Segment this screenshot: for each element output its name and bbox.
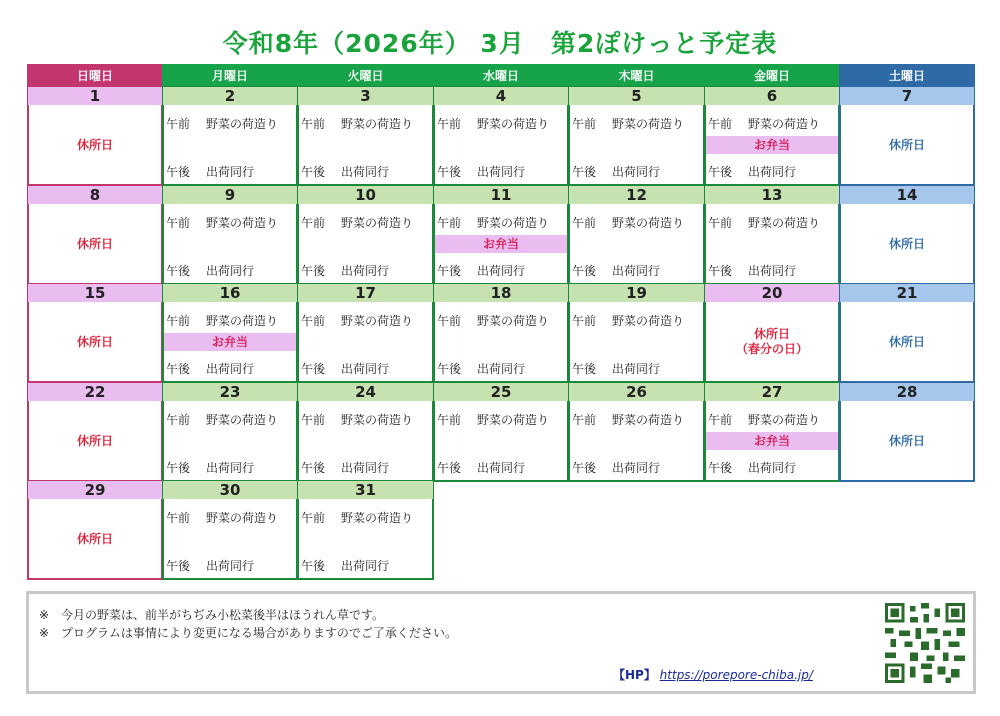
day-cell (162, 185, 298, 285)
closed-text: 休所日 (753, 327, 790, 341)
closed-text: 休所日 (76, 138, 113, 152)
day-number: 16 (163, 284, 297, 302)
morning-schedule (166, 312, 278, 329)
afternoon-schedule (301, 459, 389, 476)
morning-schedule (708, 411, 820, 428)
day-number: 28 (840, 383, 974, 401)
morning-schedule-time: 午前 (301, 511, 326, 525)
afternoon-schedule-time: 午後 (572, 461, 597, 475)
afternoon-schedule (166, 459, 254, 476)
day-cell (433, 382, 569, 482)
day-number: 19 (569, 284, 704, 302)
morning-schedule-task: 野菜の荷造り (612, 117, 685, 131)
afternoon-schedule-task: 出荷同行 (477, 165, 526, 179)
bento-badge: お弁当 (706, 136, 838, 154)
morning-schedule-time: 午前 (166, 314, 191, 328)
afternoon-schedule (437, 163, 525, 180)
afternoon-schedule-time: 午後 (166, 362, 191, 376)
afternoon-schedule-task: 出荷同行 (206, 264, 255, 278)
afternoon-schedule-time: 午後 (166, 559, 191, 573)
bento-badge: お弁当 (435, 235, 567, 253)
closed-label (29, 432, 161, 449)
day-number: 1 (28, 87, 162, 105)
afternoon-schedule (572, 459, 660, 476)
closed-text: 休所日 (888, 434, 925, 448)
day-number: 11 (434, 186, 568, 204)
closed-label (841, 136, 973, 153)
day-number: 29 (28, 481, 162, 499)
afternoon-schedule-time: 午後 (572, 264, 597, 278)
afternoon-schedule (437, 360, 525, 377)
day-number: 6 (705, 87, 839, 105)
morning-schedule (437, 411, 549, 428)
morning-schedule-task: 野菜の荷造り (477, 117, 550, 131)
morning-schedule-time: 午前 (572, 117, 597, 131)
morning-schedule (437, 115, 549, 132)
day-cell (162, 382, 298, 482)
morning-schedule-time: 午前 (166, 117, 191, 131)
day-cell (433, 283, 569, 383)
afternoon-schedule-task: 出荷同行 (612, 362, 661, 376)
afternoon-schedule (572, 262, 660, 279)
afternoon-schedule-time: 午後 (301, 559, 326, 573)
morning-schedule (572, 312, 684, 329)
afternoon-schedule (708, 163, 796, 180)
morning-schedule-task: 野菜の荷造り (612, 314, 685, 328)
day-number: 14 (840, 186, 974, 204)
day-number: 23 (163, 383, 297, 401)
closed-label (29, 333, 161, 350)
day-cell (704, 382, 840, 482)
morning-schedule-task: 野菜の荷造り (748, 117, 821, 131)
morning-schedule-task: 野菜の荷造り (341, 413, 414, 427)
afternoon-schedule (301, 557, 389, 574)
afternoon-schedule (166, 360, 254, 377)
morning-schedule (572, 411, 684, 428)
afternoon-schedule (437, 262, 525, 279)
morning-schedule-time: 午前 (166, 216, 191, 230)
afternoon-schedule-task: 出荷同行 (341, 559, 390, 573)
day-cell (297, 382, 434, 482)
morning-schedule-time: 午前 (166, 413, 191, 427)
morning-schedule-task: 野菜の荷造り (612, 216, 685, 230)
afternoon-schedule-time: 午後 (708, 165, 733, 179)
afternoon-schedule-task: 出荷同行 (612, 165, 661, 179)
closed-text: 休所日 (76, 434, 113, 448)
afternoon-schedule-time: 午後 (437, 165, 462, 179)
day-cell (27, 283, 163, 383)
day-number: 3 (298, 87, 433, 105)
afternoon-schedule-task: 出荷同行 (341, 165, 390, 179)
homepage (613, 666, 813, 683)
afternoon-schedule-time: 午後 (437, 264, 462, 278)
morning-schedule-time: 午前 (708, 117, 733, 131)
day-number: 8 (28, 186, 162, 204)
day-number: 17 (298, 284, 433, 302)
afternoon-schedule-task: 出荷同行 (341, 362, 390, 376)
afternoon-schedule (301, 262, 389, 279)
weekday-header: 日曜日 (27, 64, 163, 86)
afternoon-schedule-task: 出荷同行 (206, 362, 255, 376)
morning-schedule (166, 214, 278, 231)
day-number: 13 (705, 186, 839, 204)
morning-schedule (572, 115, 684, 132)
morning-schedule-task: 野菜の荷造り (477, 216, 550, 230)
day-number: 27 (705, 383, 839, 401)
afternoon-schedule (708, 262, 796, 279)
day-number: 9 (163, 186, 297, 204)
day-number: 20 (705, 284, 839, 302)
afternoon-schedule-task: 出荷同行 (206, 559, 255, 573)
afternoon-schedule-time: 午後 (166, 165, 191, 179)
morning-schedule-task: 野菜の荷造り (206, 314, 279, 328)
afternoon-schedule (708, 459, 796, 476)
morning-schedule-task: 野菜の荷造り (612, 413, 685, 427)
day-number: 10 (298, 186, 433, 204)
afternoon-schedule (166, 163, 254, 180)
afternoon-schedule-task: 出荷同行 (477, 264, 526, 278)
afternoon-schedule-task: 出荷同行 (612, 264, 661, 278)
weekday-header: 土曜日 (839, 64, 975, 86)
morning-schedule (708, 115, 820, 132)
closed-text: 休所日 (76, 532, 113, 546)
afternoon-schedule-time: 午後 (166, 461, 191, 475)
afternoon-schedule-time: 午後 (572, 165, 597, 179)
closed-text: 休所日 (888, 138, 925, 152)
day-number: 4 (434, 87, 568, 105)
homepage-link[interactable]: https://porepore-chiba.jp/ (659, 668, 813, 682)
closed-label (29, 530, 161, 547)
morning-schedule-time: 午前 (301, 314, 326, 328)
day-cell (162, 283, 298, 383)
morning-schedule-time: 午前 (437, 314, 462, 328)
morning-schedule-task: 野菜の荷造り (341, 314, 414, 328)
closed-label (29, 235, 161, 252)
day-cell (433, 86, 569, 186)
closed-label (841, 432, 973, 449)
note-vegetables: ※ 今月の野菜は、前半がちぢみ小松菜後半はほうれん草です。 (39, 608, 385, 622)
morning-schedule-task: 野菜の荷造り (748, 413, 821, 427)
afternoon-schedule-task: 出荷同行 (341, 264, 390, 278)
morning-schedule-time: 午前 (166, 511, 191, 525)
afternoon-schedule-time: 午後 (437, 362, 462, 376)
day-cell (568, 283, 705, 383)
morning-schedule-time: 午前 (437, 216, 462, 230)
day-cell (297, 185, 434, 285)
bento-badge: お弁当 (706, 432, 838, 450)
morning-schedule (166, 411, 278, 428)
closed-text: 休所日 (888, 237, 925, 251)
day-number: 25 (434, 383, 568, 401)
day-number: 18 (434, 284, 568, 302)
afternoon-schedule-task: 出荷同行 (748, 461, 797, 475)
afternoon-schedule-time: 午後 (301, 362, 326, 376)
morning-schedule-task: 野菜の荷造り (206, 511, 279, 525)
morning-schedule-task: 野菜の荷造り (206, 413, 279, 427)
day-cell (839, 382, 975, 482)
morning-schedule (166, 115, 278, 132)
day-number: 21 (840, 284, 974, 302)
day-cell (839, 86, 975, 186)
day-cell (162, 480, 298, 580)
afternoon-schedule-time: 午後 (572, 362, 597, 376)
closed-text: 休所日 (888, 335, 925, 349)
day-number: 15 (28, 284, 162, 302)
qr-code-icon[interactable] (880, 603, 970, 683)
day-cell (704, 283, 840, 383)
morning-schedule-task: 野菜の荷造り (206, 216, 279, 230)
morning-schedule (301, 115, 413, 132)
day-cell (27, 86, 163, 186)
morning-schedule-time: 午前 (437, 117, 462, 131)
closed-text: 休所日 (76, 237, 113, 251)
day-cell (839, 283, 975, 383)
afternoon-schedule-time: 午後 (301, 165, 326, 179)
afternoon-schedule (166, 557, 254, 574)
morning-schedule (166, 509, 278, 526)
day-cell (27, 185, 163, 285)
day-number: 30 (163, 481, 297, 499)
morning-schedule-time: 午前 (301, 117, 326, 131)
morning-schedule-time: 午前 (572, 413, 597, 427)
weekday-header: 火曜日 (297, 64, 434, 86)
morning-schedule-task: 野菜の荷造り (477, 413, 550, 427)
afternoon-schedule-time: 午後 (166, 264, 191, 278)
morning-schedule (437, 312, 549, 329)
afternoon-schedule (572, 360, 660, 377)
morning-schedule-task: 野菜の荷造り (341, 511, 414, 525)
weekday-header: 金曜日 (704, 64, 840, 86)
afternoon-schedule-time: 午後 (301, 461, 326, 475)
morning-schedule (572, 214, 684, 231)
morning-schedule-time: 午前 (572, 314, 597, 328)
afternoon-schedule (301, 360, 389, 377)
day-number: 5 (569, 87, 704, 105)
weekday-header: 月曜日 (162, 64, 298, 86)
day-cell (162, 86, 298, 186)
holiday-name: （春分の日） (735, 342, 808, 356)
morning-schedule (301, 411, 413, 428)
afternoon-schedule-task: 出荷同行 (748, 165, 797, 179)
day-number: 12 (569, 186, 704, 204)
afternoon-schedule (166, 262, 254, 279)
afternoon-schedule-time: 午後 (708, 264, 733, 278)
morning-schedule-task: 野菜の荷造り (341, 117, 414, 131)
note-program-change: ※ プログラムは事情により変更になる場合がありますのでご了承ください。 (39, 626, 457, 640)
day-cell (27, 480, 163, 580)
day-number: 31 (298, 481, 433, 499)
morning-schedule-time: 午前 (708, 413, 733, 427)
morning-schedule (708, 214, 820, 231)
morning-schedule-time: 午前 (301, 413, 326, 427)
notes-box (26, 591, 976, 694)
morning-schedule-task: 野菜の荷造り (341, 216, 414, 230)
homepage-label: 【HP】 (613, 668, 656, 682)
morning-schedule-time: 午前 (572, 216, 597, 230)
morning-schedule-task: 野菜の荷造り (206, 117, 279, 131)
afternoon-schedule-task: 出荷同行 (206, 165, 255, 179)
day-cell (704, 86, 840, 186)
closed-text: 休所日 (76, 335, 113, 349)
day-cell (297, 283, 434, 383)
weekday-header: 水曜日 (433, 64, 569, 86)
bento-badge: お弁当 (164, 333, 296, 351)
weekday-header: 木曜日 (568, 64, 705, 86)
afternoon-schedule-time: 午後 (437, 461, 462, 475)
afternoon-schedule-time: 午後 (708, 461, 733, 475)
day-cell (839, 185, 975, 285)
day-cell (297, 86, 434, 186)
afternoon-schedule-task: 出荷同行 (341, 461, 390, 475)
day-number: 22 (28, 383, 162, 401)
morning-schedule-task: 野菜の荷造り (477, 314, 550, 328)
afternoon-schedule-task: 出荷同行 (206, 461, 255, 475)
afternoon-schedule-task: 出荷同行 (477, 461, 526, 475)
afternoon-schedule-task: 出荷同行 (612, 461, 661, 475)
calendar-grid (27, 64, 975, 581)
day-cell (297, 480, 434, 580)
day-number: 7 (840, 87, 974, 105)
day-cell (27, 382, 163, 482)
afternoon-schedule-task: 出荷同行 (477, 362, 526, 376)
day-number: 26 (569, 383, 704, 401)
morning-schedule-time: 午前 (437, 413, 462, 427)
morning-schedule (301, 312, 413, 329)
afternoon-schedule (437, 459, 525, 476)
day-cell (704, 185, 840, 285)
afternoon-schedule (572, 163, 660, 180)
day-cell (568, 185, 705, 285)
morning-schedule (301, 214, 413, 231)
closed-label (706, 327, 838, 357)
closed-label (841, 333, 973, 350)
morning-schedule (301, 509, 413, 526)
closed-label (29, 136, 161, 153)
morning-schedule-time: 午前 (708, 216, 733, 230)
day-number: 24 (298, 383, 433, 401)
day-cell (568, 382, 705, 482)
day-number: 2 (163, 87, 297, 105)
afternoon-schedule-time: 午後 (301, 264, 326, 278)
afternoon-schedule-task: 出荷同行 (748, 264, 797, 278)
day-cell (568, 86, 705, 186)
morning-schedule (437, 214, 549, 231)
morning-schedule-task: 野菜の荷造り (748, 216, 821, 230)
page-title: 令和8年（2026年） 3月 第2ぽけっと予定表 (222, 29, 778, 58)
closed-label (841, 235, 973, 252)
morning-schedule-time: 午前 (301, 216, 326, 230)
day-cell (433, 185, 569, 285)
afternoon-schedule (301, 163, 389, 180)
